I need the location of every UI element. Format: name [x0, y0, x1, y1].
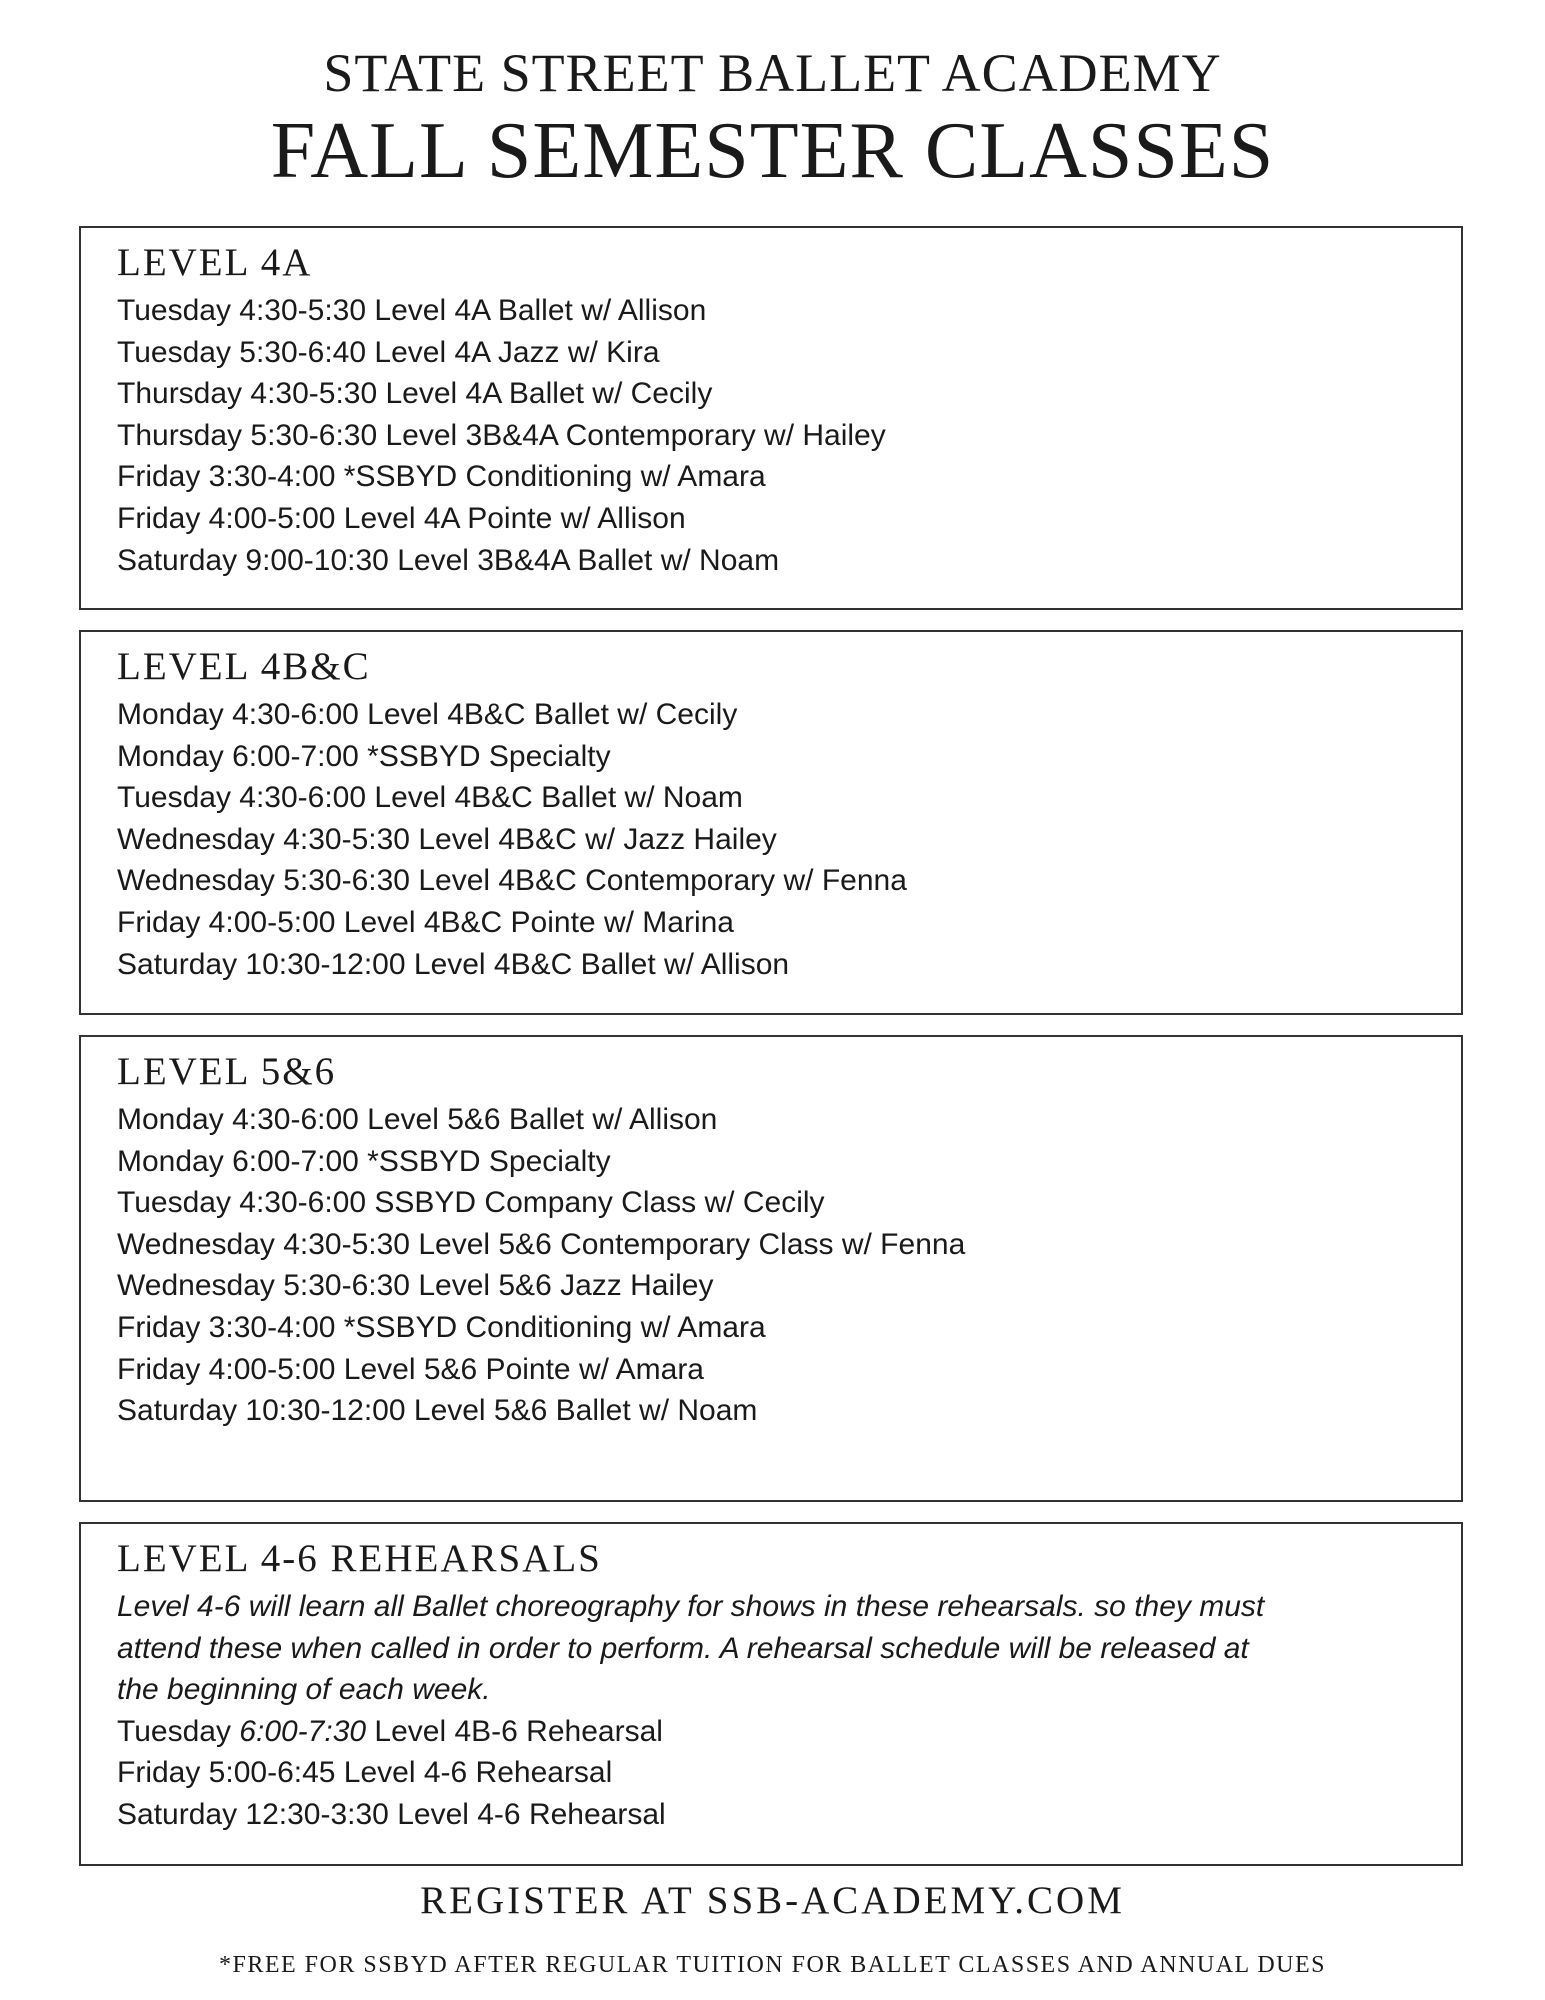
class-line: Wednesday 4:30-5:30 Level 4B&C w/ Jazz Hailey	[117, 822, 777, 856]
class-line: Wednesday 4:30-5:30 Level 5&6 Contemporary Class w/ Fenna	[117, 1227, 966, 1261]
class-line: Friday 3:30-4:00 *SSBYD Conditioning w/ Amara	[117, 460, 766, 494]
rehearsal-day: Tuesday	[117, 1714, 231, 1748]
class-line: Tuesday 4:30-6:00 SSBYD Company Class w/ Cecily	[117, 1186, 825, 1220]
class-line: Monday 6:00-7:00 *SSBYD Specialty	[117, 1144, 611, 1178]
section-level-4bc	[79, 630, 1463, 1015]
class-line: Tuesday 4:30-5:30 Level 4A Ballet w/ Allison	[117, 294, 707, 327]
academy-name: STATE STREET BALLET ACADEMY	[323, 43, 1222, 103]
class-line: Friday 4:00-5:00 Level 4A Pointe w/ Allison	[117, 501, 686, 535]
section-level-56	[79, 1035, 1463, 1502]
note-line: attend these when called in order to perform. A rehearsal schedule will be released at	[117, 1631, 1249, 1665]
rehearsal-line: Saturday 12:30-3:30 Level 4-6 Rehearsal	[117, 1797, 666, 1831]
class-line: Friday 4:00-5:00 Level 5&6 Pointe w/ Amara	[117, 1352, 704, 1386]
class-line: Monday 4:30-6:00 Level 5&6 Ballet w/ Allison	[117, 1103, 718, 1136]
class-line: Thursday 5:30-6:30 Level 3B&4A Contemporary w/ Hailey	[117, 418, 886, 452]
header	[0, 0, 1545, 196]
section-rehearsals	[79, 1522, 1463, 1866]
rehearsal-note	[117, 1586, 1425, 1711]
section-title: LEVEL 4-6 REHEARSALS	[117, 1537, 602, 1580]
section-level-4a	[79, 226, 1463, 610]
class-line: Saturday 10:30-12:00 Level 4B&C Ballet w/ Allison	[117, 947, 790, 981]
rehearsal-line: Friday 5:00-6:45 Level 4-6 Rehearsal	[117, 1756, 613, 1790]
note-line: Level 4-6 will learn all Ballet choreography for shows in these rehearsals. so they must	[117, 1590, 1265, 1623]
note-line: the beginning of each week.	[117, 1673, 491, 1707]
class-line: Saturday 10:30-12:00 Level 5&6 Ballet w/ Noam	[117, 1394, 758, 1428]
page-title: FALL SEMESTER CLASSES	[270, 107, 1275, 195]
class-line: Saturday 9:00-10:30 Level 3B&4A Ballet w/ Noam	[117, 543, 780, 577]
rehearsal-time: 6:00-7:30	[239, 1714, 367, 1748]
class-line: Wednesday 5:30-6:30 Level 4B&C Contemporary w/ Fenna	[117, 864, 907, 898]
class-line: Tuesday 4:30-6:00 Level 4B&C Ballet w/ Noam	[117, 781, 743, 815]
rehearsal-list	[117, 1711, 1425, 1836]
section-title: LEVEL 4A	[117, 241, 313, 284]
class-list	[117, 694, 1425, 985]
section-title: LEVEL 4B&C	[117, 645, 371, 688]
class-line: Monday 4:30-6:00 Level 4B&C Ballet w/ Cecily	[117, 698, 738, 731]
footnote: *FREE FOR SSBYD AFTER REGULAR TUITION FOR BALLET CLASSES AND ANNUAL DUES	[219, 1952, 1326, 1978]
class-line: Monday 6:00-7:00 *SSBYD Specialty	[117, 739, 611, 773]
class-line: Tuesday 5:30-6:40 Level 4A Jazz w/ Kira	[117, 335, 660, 369]
class-list	[117, 290, 1425, 581]
register-link-text: REGISTER AT SSB-ACADEMY.COM	[420, 1879, 1125, 1922]
class-list	[117, 1099, 1425, 1432]
section-title: LEVEL 5&6	[117, 1050, 337, 1093]
rehearsal-line-tuesday	[117, 1711, 1425, 1753]
class-line: Friday 3:30-4:00 *SSBYD Conditioning w/ Amara	[117, 1310, 766, 1344]
rehearsal-detail: Level 4B-6 Rehearsal	[374, 1714, 663, 1748]
class-line: Wednesday 5:30-6:30 Level 5&6 Jazz Hailey	[117, 1269, 714, 1303]
class-line: Friday 4:00-5:00 Level 4B&C Pointe w/ Marina	[117, 905, 734, 939]
class-line: Thursday 4:30-5:30 Level 4A Ballet w/ Cecily	[117, 377, 713, 411]
